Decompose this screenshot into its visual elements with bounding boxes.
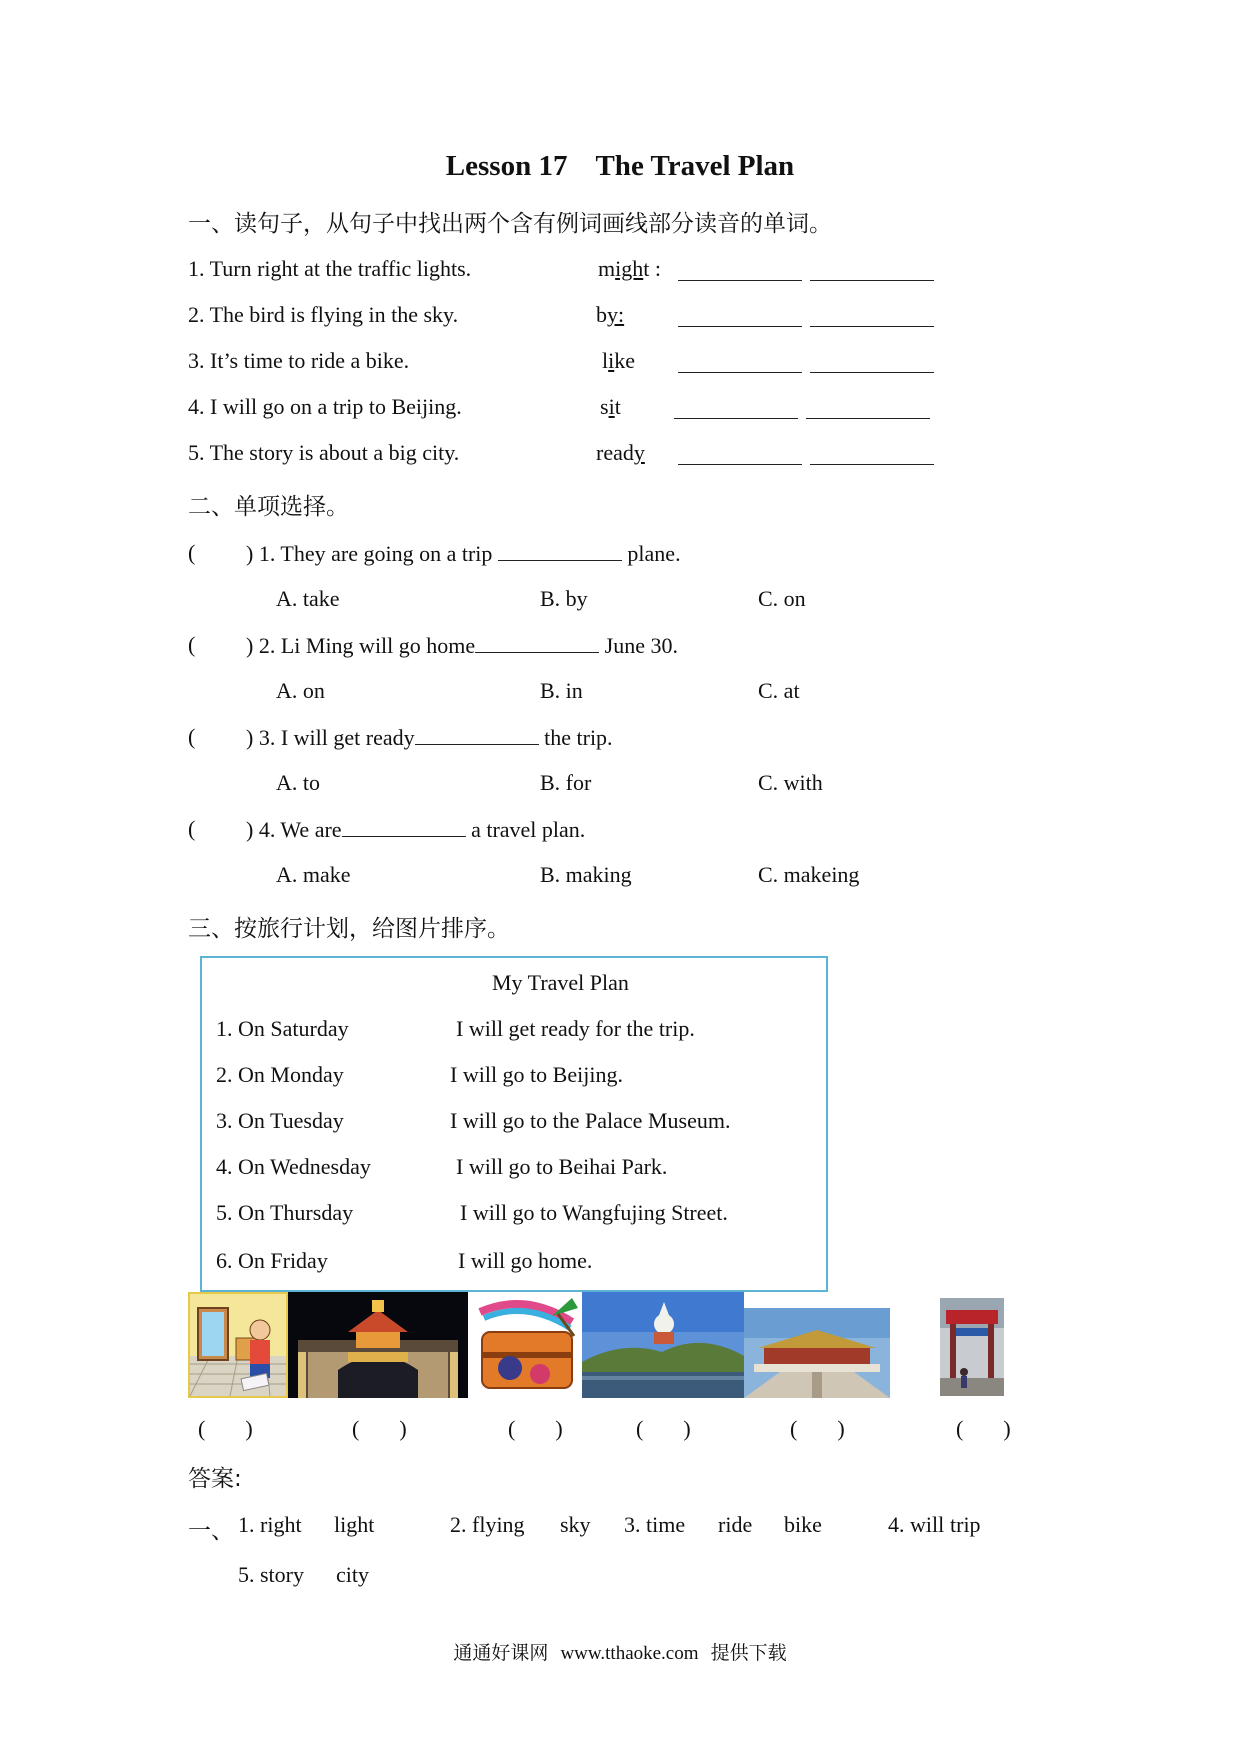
q1-option-b[interactable]: B. by xyxy=(540,586,588,611)
order-paren-2[interactable]: ( ) xyxy=(352,1416,407,1441)
q4-stem: ) 4. We are a travel plan. xyxy=(246,817,586,842)
s1-sentence-3: 3. It’s time to ride a bike. xyxy=(188,348,410,373)
s1-sentence-1: 1. Turn right at the traffic lights. xyxy=(188,256,472,281)
answer-1a: 1. right xyxy=(238,1512,302,1537)
answer-3a: 3. time xyxy=(624,1512,686,1537)
s1-sentence-5: 5. The story is about a big city. xyxy=(188,440,460,465)
plan-day-2: 2. On Monday xyxy=(216,1062,344,1087)
q2-stem: ) 2. Li Ming will go home June 30. xyxy=(246,633,678,658)
answer-2a: 2. flying xyxy=(450,1512,525,1537)
plan-day-4: 4. On Wednesday xyxy=(216,1154,371,1179)
s1-sentence-4: 4. I will go on a trip to Beijing. xyxy=(188,394,462,419)
q3-option-a[interactable]: A. to xyxy=(276,770,320,795)
s1-blanks-1[interactable] xyxy=(678,260,934,286)
q4-option-a[interactable]: A. make xyxy=(276,862,351,887)
q2-option-a[interactable]: A. on xyxy=(276,678,325,703)
plan-activity-5: I will go to Wangfujing Street. xyxy=(460,1200,728,1225)
beijing-railway-station-picture xyxy=(288,1292,468,1398)
footer-url[interactable]: www.tthaoke.com xyxy=(560,1643,699,1664)
lesson-number: Lesson 17 xyxy=(445,150,568,182)
answers-prefix: 一、 xyxy=(188,1518,234,1544)
palace-museum-picture xyxy=(744,1308,890,1398)
footer-suffix: 提供下载 xyxy=(710,1642,787,1664)
plan-day-3: 3. On Tuesday xyxy=(216,1108,344,1133)
answer-1b: light xyxy=(334,1512,375,1537)
s1-sentence-2: 2. The bird is flying in the sky. xyxy=(188,302,459,327)
q4-option-b[interactable]: B. making xyxy=(540,862,632,887)
plan-activity-6: I will go home. xyxy=(458,1248,593,1273)
q1-option-a[interactable]: A. take xyxy=(276,586,340,611)
footer-text: 通通好课网 xyxy=(453,1642,549,1664)
answer-4b: trip xyxy=(950,1512,981,1537)
travel-plan-box xyxy=(200,956,828,1292)
page-title xyxy=(0,150,1240,183)
s1-blanks-4[interactable] xyxy=(674,398,930,424)
s1-word-5: ready xyxy=(596,440,645,465)
answers-heading: 答案: xyxy=(188,1466,242,1492)
s1-word-2: by: xyxy=(596,302,625,327)
answer-3c: bike xyxy=(784,1512,822,1537)
s1-word-4: sit xyxy=(600,394,621,419)
q3-blank[interactable] xyxy=(415,724,539,745)
suitcase-picture xyxy=(470,1292,582,1398)
section3-heading: 三、按旅行计划，给图片排序。 xyxy=(188,916,510,942)
order-paren-3[interactable]: ( ) xyxy=(508,1416,563,1441)
plan-day-6: 6. On Friday xyxy=(216,1248,328,1273)
order-paren-4[interactable]: ( ) xyxy=(636,1416,691,1441)
section1-heading: 一、读句子，从句子中找出两个含有例词画线部分读音的单词。 xyxy=(188,211,832,237)
q1-blank[interactable] xyxy=(498,540,622,561)
answer-3b: ride xyxy=(718,1512,753,1537)
order-paren-6[interactable]: ( ) xyxy=(956,1416,1011,1441)
q2-blank[interactable] xyxy=(475,632,599,653)
beihai-park-picture xyxy=(582,1292,744,1398)
answer-4a: 4. will xyxy=(888,1512,945,1537)
answer-2b: sky xyxy=(560,1512,591,1537)
q3-option-c[interactable]: C. with xyxy=(758,770,823,795)
q1-paren-open: ( xyxy=(188,540,196,565)
plan-day-5: 5. On Thursday xyxy=(216,1200,354,1225)
q2-option-b[interactable]: B. in xyxy=(540,678,583,703)
s1-word-3: like xyxy=(602,348,636,373)
lesson-name: The Travel Plan xyxy=(595,150,795,182)
q1-option-c[interactable]: C. on xyxy=(758,586,806,611)
q3-option-b[interactable]: B. for xyxy=(540,770,592,795)
s1-word-1: might : xyxy=(598,256,661,281)
wangfujing-street-picture xyxy=(940,1298,1004,1396)
answer-5b: city xyxy=(336,1562,369,1587)
q3-stem: ) 3. I will get ready the trip. xyxy=(246,725,613,750)
q4-option-c[interactable]: C. makeing xyxy=(758,862,860,887)
plan-activity-1: I will get ready for the trip. xyxy=(456,1016,695,1041)
q4-paren-open: ( xyxy=(188,816,196,841)
q2-paren-open: ( xyxy=(188,632,196,657)
plan-activity-4: I will go to Beihai Park. xyxy=(456,1154,668,1179)
q2-option-c[interactable]: C. at xyxy=(758,678,800,703)
q4-blank[interactable] xyxy=(342,816,466,837)
plan-activity-2: I will go to Beijing. xyxy=(450,1062,623,1087)
footer xyxy=(0,1638,1240,1665)
s1-blanks-2[interactable] xyxy=(678,306,934,332)
s1-blanks-5[interactable] xyxy=(678,444,934,470)
answer-5a: 5. story xyxy=(238,1562,304,1587)
plan-title: My Travel Plan xyxy=(492,970,629,995)
section2-heading: 二、单项选择。 xyxy=(188,494,349,520)
q1-stem: ) 1. They are going on a trip plane. xyxy=(246,541,681,566)
home-room-picture xyxy=(188,1292,288,1398)
plan-activity-3: I will go to the Palace Museum. xyxy=(450,1108,731,1133)
order-paren-1[interactable]: ( ) xyxy=(198,1416,253,1441)
plan-day-1: 1. On Saturday xyxy=(216,1016,349,1041)
order-paren-5[interactable]: ( ) xyxy=(790,1416,845,1441)
q3-paren-open: ( xyxy=(188,724,196,749)
s1-blanks-3[interactable] xyxy=(678,352,934,378)
